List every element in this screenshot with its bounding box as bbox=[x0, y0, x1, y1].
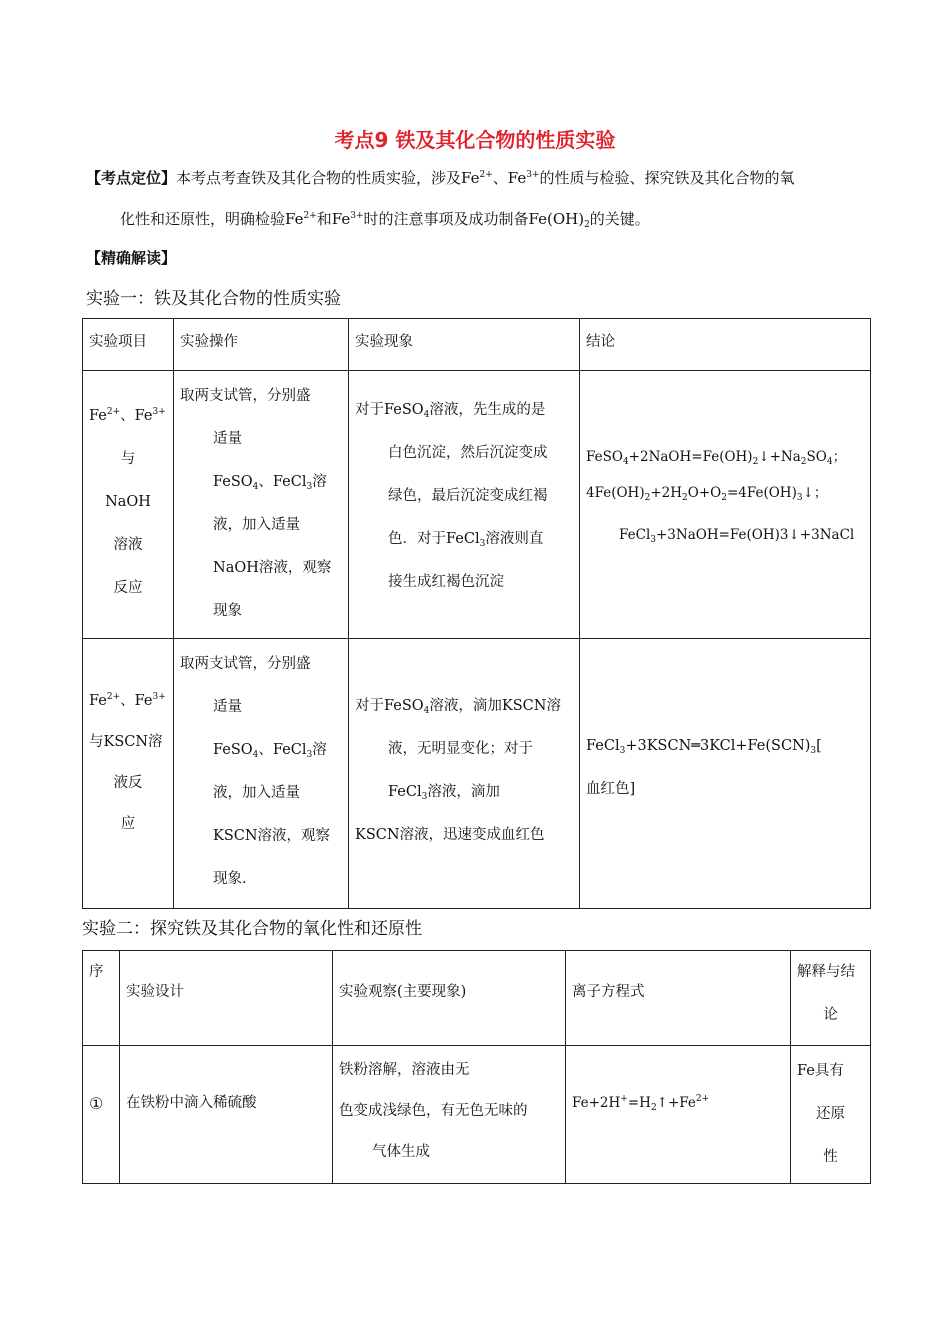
phenomenon-cell: 对于FeSO$_4$溶液，滴加KSCN溶 液，无明显变化；对于 FeCl$_3$溶液，滴加 KSCN溶液，迅速变成血红色 bbox=[355, 698, 561, 843]
subscript: 2 bbox=[584, 220, 590, 230]
equation-cell: $Fe+2H^+=H_2↑+Fe^{2+}$ bbox=[572, 1094, 710, 1113]
header-cell: 实验设计 bbox=[126, 984, 184, 1000]
superscript: 2+ bbox=[303, 211, 317, 221]
superscript: 3+ bbox=[526, 170, 540, 180]
header-cell: 实验现象 bbox=[355, 334, 413, 350]
experiment1-table bbox=[82, 318, 871, 909]
page-title: 考点9 铁及其化合物的性质实验 bbox=[334, 128, 616, 152]
conclusion-cell: $FeCl_3+3KSCN═3KCl+Fe(SCN)_3$[ 血红色] bbox=[586, 738, 822, 797]
experiment2-heading: 实验二：探究铁及其化合物的氧化性和还原性 bbox=[82, 919, 422, 939]
header-cell: 序 bbox=[89, 964, 104, 980]
conclusion-cell: Fe具有 还原 性 bbox=[797, 1063, 845, 1165]
table-header-row bbox=[83, 951, 871, 1046]
header-cell: 结论 bbox=[586, 334, 615, 350]
operation-cell: 取两支试管，分别盛 适量 FeSO$_4$、FeCl$_3$溶 液，加入适量 NaOH溶液，观察 现象 bbox=[180, 388, 332, 619]
header-cell: 离子方程式 bbox=[572, 984, 645, 1000]
item-cell: $Fe^{2+}$、$Fe^{3+}$ 与KSCN溶 液反 应 bbox=[89, 692, 166, 832]
item-cell: $Fe^{2+}$、$Fe^{3+}$ 与 NaOH 溶液 反应 bbox=[89, 407, 166, 596]
intro-text: 、Fe bbox=[492, 169, 527, 187]
header-cell: 实验操作 bbox=[180, 334, 238, 350]
design-cell: 在铁粉中滴入稀硫酸 bbox=[126, 1095, 257, 1111]
intro-text: 的关键。 bbox=[589, 210, 650, 228]
conclusion-cell: $FeSO_4+2NaOH=Fe(OH)_2↓+Na_2SO_4$； $4Fe(OH)_2+2H_2O+O_2=4Fe(OH)_3↓$； FeCl$_3$+3NaOH=Fe(OH)3↓+3NaCl bbox=[586, 449, 855, 545]
intro-line-2 bbox=[120, 208, 910, 230]
header-cell: 实验观察(主要现象) bbox=[339, 984, 467, 1000]
table-row bbox=[83, 639, 871, 909]
superscript: 3+ bbox=[350, 211, 364, 221]
operation-cell: 取两支试管，分别盛 适量 FeSO$_4$、FeCl$_3$溶 液，加入适量 KSCN溶液，观察 现象. bbox=[180, 656, 331, 887]
intro-text: 和Fe bbox=[316, 210, 351, 228]
intro-text: 的性质与检验、探究铁及其化合物的氧 bbox=[539, 169, 795, 187]
reading-label: 【精确解读】 bbox=[86, 249, 177, 267]
intro-text: 时的注意事项及成功制备Fe(OH) bbox=[363, 210, 585, 228]
intro-line-1 bbox=[86, 167, 876, 189]
header-cell: 解释与结 论 bbox=[797, 964, 855, 1023]
intro-label: 【考点定位】 bbox=[86, 169, 177, 187]
experiment2-table bbox=[82, 950, 871, 1184]
table-row bbox=[83, 1046, 871, 1184]
experiment1-heading: 实验一：铁及其化合物的性质实验 bbox=[86, 289, 341, 309]
superscript: 2+ bbox=[479, 170, 493, 180]
phenomenon-cell: 对于FeSO$_4$溶液，先生成的是 白色沉淀，然后沉淀变成 绿色，最后沉淀变成红褐 色．对于FeCl$_3$溶液则直 接生成红褐色沉淀 bbox=[355, 402, 548, 590]
intro-text: 本考点考查铁及其化合物的性质实验，涉及Fe bbox=[176, 169, 480, 187]
header-cell: 实验项目 bbox=[89, 334, 147, 350]
row-number: ① bbox=[89, 1094, 104, 1113]
table-header-row bbox=[83, 319, 871, 371]
table-row bbox=[83, 371, 871, 639]
observation-cell: 铁粉溶解，溶液由无 色变成浅绿色，有无色无味的 气体生成 bbox=[339, 1062, 528, 1160]
intro-text: 化性和还原性，明确检验Fe bbox=[120, 210, 304, 228]
